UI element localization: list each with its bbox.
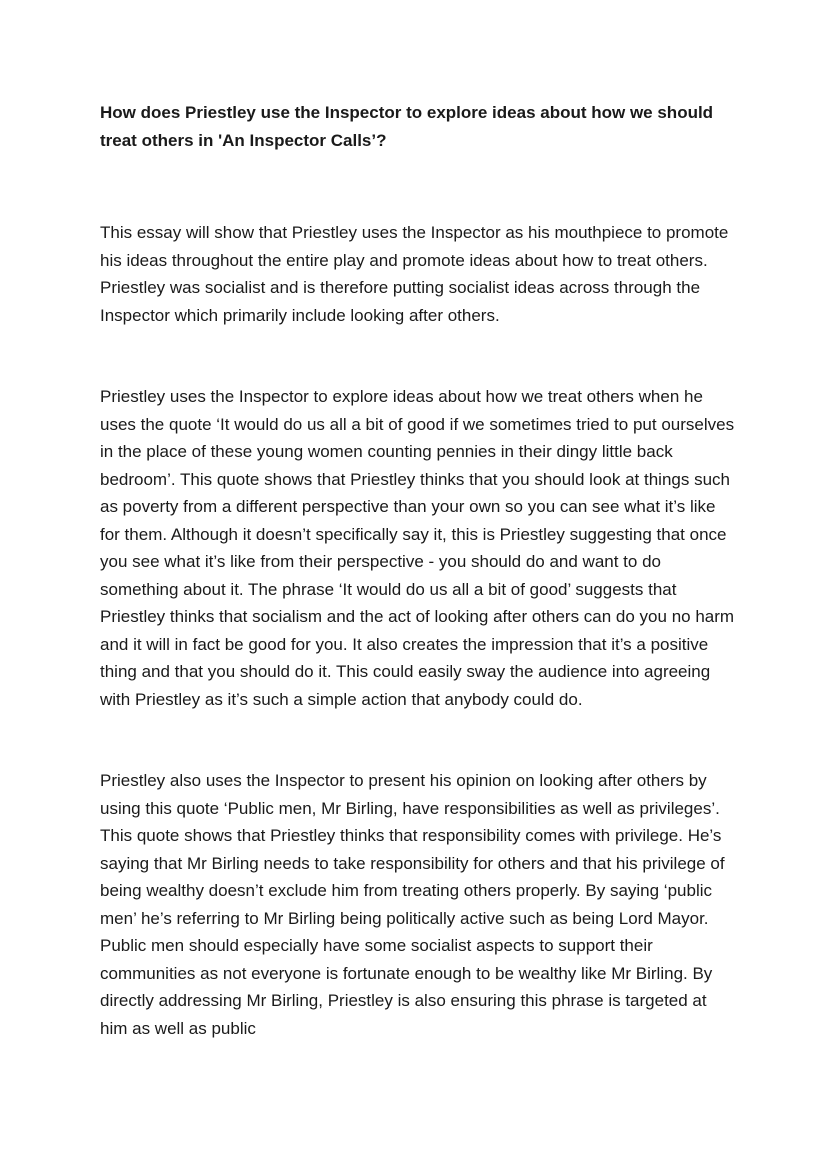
paragraph-introduction: This essay will show that Priestley uses the Inspector as his mouthpiece to promote his ideas throughout the entire play and promote ideas about how to treat others. Priestley was socialist and is therefore putting socialist ideas across through the Inspector which primarily include looking after others.: [100, 223, 729, 325]
paragraph-public-men-quote: Priestley also uses the Inspector to present his opinion on looking after others by using this quote ‘Public men, Mr Birling, have responsibilities as well as privileges’. This quote shows that Priestley thinks that responsibility comes with privilege. He’s saying that Mr Birling needs to take responsibility for others and that his privilege of being wealthy doesn’t exclude him from treating others properly. By saying ‘public men’ he’s referring to Mr Birling being politically active such as being Lord Mayor. Public men should especially have some socialist aspects to support their communities as not everyone is fortunate enough to be wealthy like Mr Birling. By directly addressing Mr Birling, Priestley is also ensuring this phrase is targeted at him as well as public: [100, 771, 725, 1038]
paragraph-young-women-quote: Priestley uses the Inspector to explore ideas about how we treat others when he uses the quote ‘It would do us all a bit of good if we sometimes tried to put ourselves in the place of these young women counting pennies in their dingy little back bedroom’. This quote shows that Priestley thinks that you should look at things such as poverty from a different perspective than your own so you can see what it’s like for them. Although it doesn’t specifically say it, this is Priestley suggesting that once you see what it’s like from their perspective - you should do and want to do something about it. The phrase ‘It would do us all a bit of good’ suggests that Priestley thinks that socialism and the act of looking after others can do you no harm and it will in fact be good for you. It also creates the impression that it’s a positive thing and that you should do it. This could easily sway the audience into agreeing with Priestley as it’s such a simple action that anybody could do.: [100, 387, 735, 709]
document-body: [100, 99, 736, 1042]
essay-title: How does Priestley use the Inspector to explore ideas about how we should treat others in 'An Inspector Calls’?: [100, 103, 714, 150]
